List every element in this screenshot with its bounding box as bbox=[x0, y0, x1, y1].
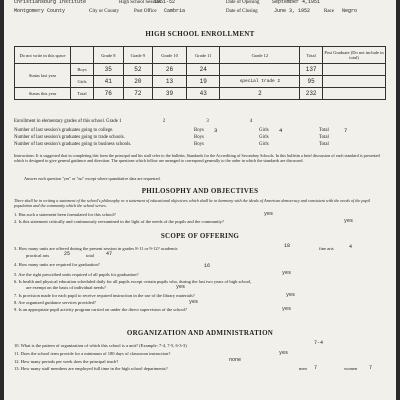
post-office-label: Post Office bbox=[134, 9, 157, 14]
philosophy-title: PHILOSOPHY AND OBJECTIVES bbox=[141, 187, 259, 195]
philosophy-intro: There shall be in writing a statement of the school's philosophy or a statement of educational objectives which shall be in harmony with the ideals of American democracy and consistent with the needs of the pupil population and the community which the school serves. bbox=[14, 198, 370, 208]
col-header: Grade 10 bbox=[153, 47, 187, 64]
enrollment-table bbox=[14, 46, 386, 100]
cell: 72 bbox=[123, 88, 153, 100]
question-7: 7. Is provision made for each pupil to receive required instruction in the use of the library materials? yes bbox=[14, 292, 296, 298]
col-header: Grade 8 bbox=[94, 47, 124, 64]
session-value: 1951-52 bbox=[154, 0, 176, 5]
date-closing-label: Date of Closing bbox=[226, 9, 258, 14]
session-label: High School Session bbox=[119, 0, 161, 5]
cell: 13 bbox=[153, 76, 187, 88]
col-header: Grade 11 bbox=[186, 47, 220, 64]
table-row bbox=[15, 76, 386, 88]
question-6-cont: are exempt on the basis of individual needs? yes bbox=[26, 284, 186, 290]
question-3-cont: practical arts 25 total 47 bbox=[26, 251, 113, 258]
row-label: Total bbox=[71, 88, 94, 100]
col-header: Total bbox=[300, 47, 323, 64]
elementary-label: Enrollment in elementary grades of this school. Grade 1 bbox=[14, 119, 122, 124]
answer-2: yes bbox=[344, 218, 354, 224]
question-13: 13. How many staff members are employed full time in the high school departments? men 7 women 7 bbox=[14, 365, 373, 371]
answer-note: Answer each question "yes" or "no" except where quantitative data are requested. bbox=[24, 176, 161, 181]
cell bbox=[220, 64, 300, 76]
cell: 232 bbox=[300, 88, 323, 100]
cell: 95 bbox=[300, 76, 323, 88]
date-opening-label: Date of Opening bbox=[226, 0, 260, 5]
answer-3-fine-arts: 4 bbox=[349, 244, 353, 250]
question-2: 2. Is this statement critically and continuously reexamined in the light of the needs of the pupils and the community? yes bbox=[14, 218, 354, 224]
business-label: Number of last session's graduates going to business schools. bbox=[14, 142, 132, 147]
question-12: 12. How many periods per week does the principal teach? none bbox=[14, 357, 242, 364]
cell bbox=[323, 76, 386, 88]
date-closing-value: June 3, 1952 bbox=[274, 8, 311, 14]
answer-11: yes bbox=[279, 350, 289, 356]
cell: 137 bbox=[300, 64, 323, 76]
answer-13-women: 7 bbox=[369, 365, 373, 371]
cell: 76 bbox=[94, 88, 124, 100]
cell: 24 bbox=[186, 64, 220, 76]
cell: 52 bbox=[123, 64, 153, 76]
answer-1: yes bbox=[264, 211, 274, 217]
answer-4: 16 bbox=[204, 263, 211, 269]
question-9: 9. Is an appropriate pupil activity program carried on under the direct supervision of the school? yes bbox=[14, 306, 292, 312]
cell: 39 bbox=[153, 88, 187, 100]
corner-note: Do not write in this space bbox=[15, 47, 71, 64]
cell: special trade 2 bbox=[220, 76, 300, 88]
table-row bbox=[15, 88, 386, 100]
trade-line: Number of last session's graduates going to trade schools. Boys Girls Total bbox=[14, 135, 329, 140]
county-value: Montgomery County bbox=[14, 8, 66, 14]
table-header-row bbox=[15, 47, 386, 64]
answer-3-academic: 18 bbox=[284, 243, 291, 249]
answer-7: yes bbox=[286, 292, 296, 298]
organization-title: ORGANIZATION AND ADMINISTRATION bbox=[126, 329, 274, 337]
status-last-year: Status last year bbox=[15, 64, 71, 88]
enrollment-title: HIGH SCHOOL ENROLLMENT bbox=[145, 30, 255, 38]
date-opening-value: September 4,1951 bbox=[272, 0, 321, 5]
table-row bbox=[15, 64, 386, 76]
answer-6: yes bbox=[176, 284, 186, 290]
question-10: 10. What is the pattern of organization of which this school is a unit? (Example: 7-4, 7-5, 6-3-3) 7-4 bbox=[14, 340, 324, 348]
answer-9: yes bbox=[282, 306, 292, 312]
college-girls: 4 bbox=[279, 127, 283, 134]
answer-10: 7-4 bbox=[314, 340, 324, 346]
college-label: Number of last session's graduates going to college. bbox=[14, 128, 114, 133]
answer-13-men: 7 bbox=[314, 365, 318, 371]
row-label: Boys bbox=[71, 64, 94, 76]
row-label: Girls bbox=[71, 76, 94, 88]
post-office-value: Cambria bbox=[164, 8, 186, 14]
answer-12: none bbox=[229, 357, 242, 363]
question-11: 11. Does the school term provide for a minimum of 180 days of classroom instruction? yes bbox=[14, 350, 289, 356]
cell: 2 bbox=[220, 88, 300, 100]
cell: 26 bbox=[153, 64, 187, 76]
cell: 43 bbox=[186, 88, 220, 100]
college-total: 7 bbox=[344, 127, 348, 134]
question-6: 6. Is health and physical education scheduled daily for all pupils except certain pupils who, during the last two years of high school, bbox=[14, 279, 252, 284]
cell: 20 bbox=[123, 76, 153, 88]
business-line: Number of last session's graduates going to business schools. Boys Girls Total bbox=[14, 142, 329, 147]
answer-3-practical: 25 bbox=[64, 251, 71, 257]
race-value: Negro bbox=[342, 8, 358, 14]
question-1: 1. Has such a statement been formulated for this school? yes bbox=[14, 211, 274, 217]
school-name: Christiansburg Institute bbox=[14, 0, 87, 5]
col-header: Grade 12 bbox=[220, 47, 300, 64]
answer-8: yes bbox=[189, 299, 199, 305]
status-this-year: Status this year bbox=[15, 88, 71, 100]
cell: 35 bbox=[94, 64, 124, 76]
scope-title: SCOPE OF OFFERING bbox=[160, 232, 240, 240]
cell bbox=[323, 64, 386, 76]
col-header: Grade 9 bbox=[123, 47, 153, 64]
instructions-paragraph: Instructions: It is suggested that in completing this form the principal and his staff refer to the bulletin, Standards for the Accrediting of Secondary Schools. In this bulletin a brief discussion of each standard is presented which is designed to give general guidance and direction. The questions which follow are arranged to correspond generally to the order in which the standards are discussed. bbox=[14, 153, 380, 163]
question-5: 5. Are the right prescribed units required of all pupils for graduation? yes bbox=[14, 270, 292, 277]
elementary-enrollment-line: Enrollment in elementary grades of this school. Grade 1 2 3 4 bbox=[14, 119, 253, 124]
answer-5: yes bbox=[282, 270, 292, 276]
cell bbox=[323, 88, 386, 100]
city-county-label: City or County bbox=[89, 9, 120, 14]
trade-label: Number of last session's graduates going to trade schools. bbox=[14, 135, 125, 140]
question-4: 4. How many units are required for graduation? 16 bbox=[14, 262, 211, 269]
document-page bbox=[4, 0, 396, 400]
race-label: Race bbox=[324, 9, 334, 14]
question-3: 3. How many units are offered during the present session in grades 8-11 or 9-12? academic 18 fine arts 4 bbox=[14, 243, 353, 251]
col-header: Post Graduate (Do not include in total) bbox=[323, 47, 386, 64]
college-line: Number of last session's graduates going to college. Boys 3 Girls 4 Total 7 bbox=[14, 127, 348, 134]
college-boys: 3 bbox=[214, 127, 218, 134]
cell: 19 bbox=[186, 76, 220, 88]
form-header bbox=[4, 0, 396, 16]
question-8: 8. Are organized guidance services provided? yes bbox=[14, 299, 199, 305]
cell: 41 bbox=[94, 76, 124, 88]
answer-3-total: 47 bbox=[106, 251, 113, 257]
